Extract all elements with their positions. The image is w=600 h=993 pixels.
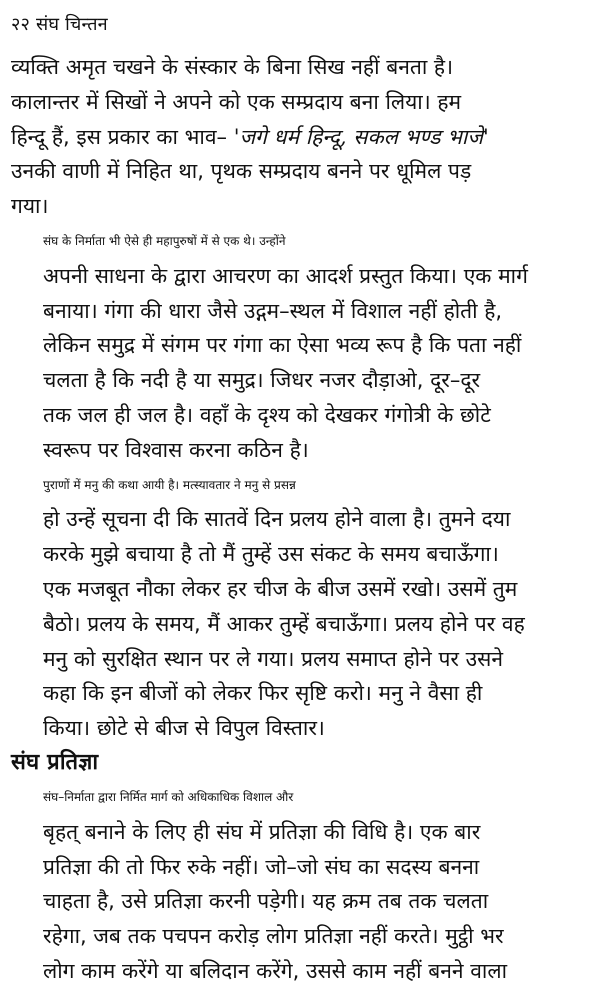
text-line: चलता है कि नदी है या समुद्र। जिधर नजर दौड़ाओ, दूर–दूर (43, 368, 481, 393)
text-line: बैठो। प्रलय के समय, मैं आकर तुम्हें बचाऊँगा। प्रलय होने पर वह (43, 611, 525, 636)
text-line: लोग काम करेंगे या बलिदान करेंगे, उससे काम नहीं बनने वाला (43, 958, 508, 983)
text-line: प्रतिज्ञा की तो फिर रुके नहीं। जो–जो संघ का सदस्य बनना (43, 854, 480, 879)
text-line: गया। (11, 194, 49, 219)
text-line: बृहत् बनाने के लिए ही संघ में प्रतिज्ञा की विधि है। एक बार (43, 819, 481, 844)
text-line: व्यक्ति अमृत चखने के संस्कार के बिना सिख नहीं बनता है। (11, 55, 454, 79)
text-line: चाहता है, उसे प्रतिज्ञा करनी पड़ेगी। यह क्रम तब तक चलता (43, 889, 489, 914)
text-line: अपनी साधना के द्वारा आचरण का आदर्श प्रस्तुत किया। एक मार्ग (43, 263, 528, 288)
text-line-with-quote (11, 120, 590, 155)
text-line: लेकिन समुद्र में संगम पर गंगा का ऐसा भव्य रूप है कि पता नहीं (43, 333, 522, 358)
running-title: संघ चिन्तन (36, 14, 108, 35)
text-line: बनाया। गंगा की धारा जैसे उद्गम–स्थल में विशाल नहीं होती है, (43, 298, 503, 323)
text-line: कालान्तर में सिखों ने अपने को एक सम्प्रदाय बना लिया। हम (11, 89, 462, 114)
text-line: कहा कि इन बीजों को लेकर फिर सृष्टि करो। मनु ने वैसा ही (43, 681, 483, 706)
paragraph-2 (11, 224, 590, 468)
text-line: हो उन्हें सूचना दी कि सातवें दिन प्रलय होने वाला है। तुमने दया (43, 507, 511, 532)
text-segment: हिन्दू हैं, इस प्रकार का भाव– (11, 124, 227, 149)
text-line: उनकी वाणी में निहित था, पृथक सम्प्रदाय बनने पर धूमिल पड़ (11, 159, 472, 184)
section-heading: संघ प्रतिज्ञा (11, 749, 99, 775)
text-line: मनु को सुरक्षित स्थान पर ले गया। प्रलय समाप्त होने पर उसने (43, 646, 503, 671)
running-header (11, 8, 590, 42)
text-line: किया। छोटे से बीज से विपुल विस्तार। (43, 716, 325, 741)
text-line: पुराणों में मनु की कथा आयी है। मत्स्यावतार ने मनु से प्रसन्न (43, 477, 296, 492)
paragraph-4 (11, 780, 590, 989)
paragraph-3 (11, 468, 590, 746)
text-line: स्वरूप पर विश्वास करना कठिन है। (43, 437, 309, 462)
text-line: रहेगा, जब तक पचपन करोड़ लोग प्रतिज्ञा नहीं करते। मुट्ठी भर (43, 924, 504, 949)
paragraph-1 (11, 50, 590, 224)
text-line: करके मुझे बचाया है तो मैं तुम्हें उस संकट के समय बचाऊँगा। (43, 542, 499, 567)
text-line: एक मजबूत नौका लेकर हर चीज के बीज उसमें रखो। उसमें तुम (43, 576, 518, 601)
text-line: तक जल ही जल है। वहाँ के दृश्य को देखकर गंगोत्री के छोटे (43, 402, 491, 427)
page-number: २२ (11, 14, 31, 35)
text-line: संघ–निर्माता द्वारा निर्मित मार्ग को अधिकाधिक विशाल और (43, 789, 294, 804)
italic-quote: 'जगे धर्म हिन्दू, सकल भण्ड भाजे' (233, 124, 489, 149)
text-line: संघ के निर्माता भी ऐसे ही महापुरुषों में से एक थे। उन्होंने (43, 233, 286, 248)
